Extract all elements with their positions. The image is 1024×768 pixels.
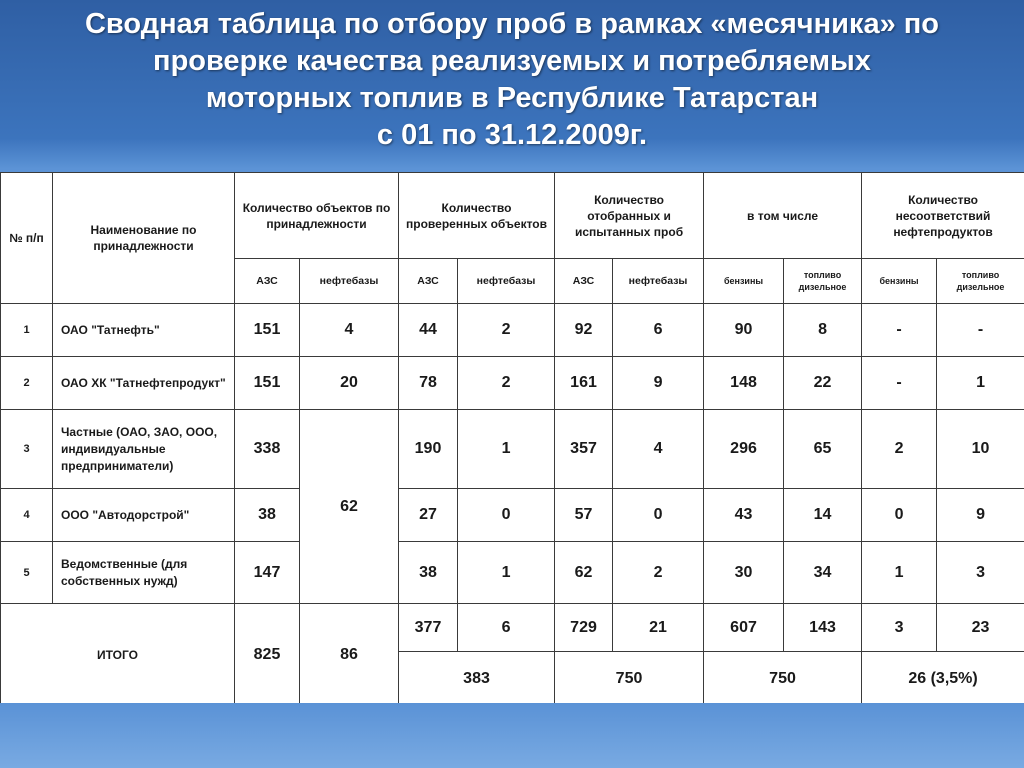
total-label: ИТОГО (1, 604, 235, 706)
row-name: ОАО ХК "Татнефтепродукт" (53, 357, 235, 410)
cell-obj-azs: 147 (235, 542, 300, 604)
subheader-chk-neftebazy: нефтебазы (458, 259, 555, 304)
total-nc-diz: 23 (937, 604, 1024, 652)
cell-chk-nb: 2 (458, 357, 555, 410)
subheader-inc-toplivo: топливо дизельное (784, 259, 862, 304)
subheader-nc-toplivo: топливо дизельное (937, 259, 1024, 304)
cell-smp-nb: 2 (613, 542, 704, 604)
cell-nc-benz: 0 (862, 489, 937, 542)
cell-nc-diz: 3 (937, 542, 1024, 604)
cell-smp-nb: 0 (613, 489, 704, 542)
cell-obj-azs: 151 (235, 357, 300, 410)
cell-smp-azs: 92 (555, 304, 613, 357)
cell-obj-nb-merged: 62 (300, 410, 399, 604)
bottom-band (0, 703, 1024, 768)
total-inc-sum: 750 (704, 652, 862, 706)
cell-obj-nb: 4 (300, 304, 399, 357)
cell-nc-benz: 2 (862, 410, 937, 489)
row-num: 4 (1, 489, 53, 542)
title-line-3: моторных топлив в Республике Татарстан (205, 82, 819, 114)
row-name: Ведомственные (для собственных нужд) (53, 542, 235, 604)
subheader-obj-azs: АЗС (235, 259, 300, 304)
title-line-4: с 01 по 31.12.2009г. (376, 119, 648, 151)
cell-inc-benz: 43 (704, 489, 784, 542)
cell-inc-benz: 90 (704, 304, 784, 357)
total-obj-nb: 86 (300, 604, 399, 706)
total-nc-benz: 3 (862, 604, 937, 652)
summary-table (0, 172, 1024, 706)
cell-inc-diz: 8 (784, 304, 862, 357)
cell-inc-benz: 296 (704, 410, 784, 489)
total-row-1 (1, 604, 1024, 652)
cell-nc-benz: 1 (862, 542, 937, 604)
page-title (0, 0, 1024, 168)
subheader-smp-azs: АЗС (555, 259, 613, 304)
cell-smp-azs: 161 (555, 357, 613, 410)
cell-inc-diz: 14 (784, 489, 862, 542)
table-row (1, 489, 1024, 542)
header-samples-count: Количество отобранных и испытанных проб (555, 173, 704, 259)
summary-table-container (0, 172, 1024, 706)
total-smp-azs: 729 (555, 604, 613, 652)
cell-inc-diz: 22 (784, 357, 862, 410)
row-num: 5 (1, 542, 53, 604)
cell-inc-diz: 34 (784, 542, 862, 604)
cell-chk-nb: 1 (458, 410, 555, 489)
cell-nc-benz: - (862, 357, 937, 410)
subheader-smp-neftebazy: нефтебазы (613, 259, 704, 304)
cell-chk-azs: 190 (399, 410, 458, 489)
total-chk-azs: 377 (399, 604, 458, 652)
header-row-1 (1, 173, 1024, 259)
total-inc-diz: 143 (784, 604, 862, 652)
cell-obj-nb: 20 (300, 357, 399, 410)
header-including: в том числе (704, 173, 862, 259)
cell-smp-nb: 9 (613, 357, 704, 410)
subheader-nc-benziny: бензины (862, 259, 937, 304)
cell-inc-diz: 65 (784, 410, 862, 489)
header-name: Наименование по принадлежности (53, 173, 235, 304)
title-line-2: проверке качества реализуемых и потребляемых (153, 45, 871, 77)
cell-nc-diz: 1 (937, 357, 1024, 410)
subheader-inc-benziny: бензины (704, 259, 784, 304)
total-obj-azs: 825 (235, 604, 300, 706)
cell-chk-azs: 38 (399, 542, 458, 604)
total-chk-nb: 6 (458, 604, 555, 652)
cell-nc-benz: - (862, 304, 937, 357)
cell-chk-nb: 0 (458, 489, 555, 542)
cell-nc-diz: 9 (937, 489, 1024, 542)
table-row (1, 304, 1024, 357)
cell-chk-azs: 44 (399, 304, 458, 357)
header-objects-count: Количество объектов по принадлежности (235, 173, 399, 259)
header-checked-count: Количество проверенных объектов (399, 173, 555, 259)
table-row (1, 542, 1024, 604)
cell-obj-azs: 38 (235, 489, 300, 542)
header-num: № п/п (1, 173, 53, 304)
cell-chk-azs: 78 (399, 357, 458, 410)
row-name: ОАО "Татнефть" (53, 304, 235, 357)
cell-chk-nb: 1 (458, 542, 555, 604)
cell-chk-nb: 2 (458, 304, 555, 357)
header-nonconformities: Количество несоответствий нефтепродуктов (862, 173, 1024, 259)
cell-obj-azs: 338 (235, 410, 300, 489)
table-row (1, 410, 1024, 489)
cell-smp-azs: 57 (555, 489, 613, 542)
total-smp-sum: 750 (555, 652, 704, 706)
subheader-obj-neftebazy: нефтебазы (300, 259, 399, 304)
cell-obj-azs: 151 (235, 304, 300, 357)
row-num: 2 (1, 357, 53, 410)
total-smp-nb: 21 (613, 604, 704, 652)
cell-smp-azs: 357 (555, 410, 613, 489)
row-num: 3 (1, 410, 53, 489)
cell-smp-nb: 4 (613, 410, 704, 489)
row-num: 1 (1, 304, 53, 357)
cell-smp-nb: 6 (613, 304, 704, 357)
cell-smp-azs: 62 (555, 542, 613, 604)
total-inc-benz: 607 (704, 604, 784, 652)
cell-inc-benz: 30 (704, 542, 784, 604)
table-row (1, 357, 1024, 410)
subheader-chk-azs: АЗС (399, 259, 458, 304)
cell-nc-diz: - (937, 304, 1024, 357)
row-name: ООО "Автодорстрой" (53, 489, 235, 542)
cell-chk-azs: 27 (399, 489, 458, 542)
title-line-1: Сводная таблица по отбору проб в рамках «месячника» по (84, 8, 940, 40)
cell-nc-diz: 10 (937, 410, 1024, 489)
total-chk-sum: 383 (399, 652, 555, 706)
cell-inc-benz: 148 (704, 357, 784, 410)
total-nc-sum: 26 (3,5%) (862, 652, 1024, 706)
row-name: Частные (ОАО, ЗАО, ООО, индивидуальные предприниматели) (53, 410, 235, 489)
